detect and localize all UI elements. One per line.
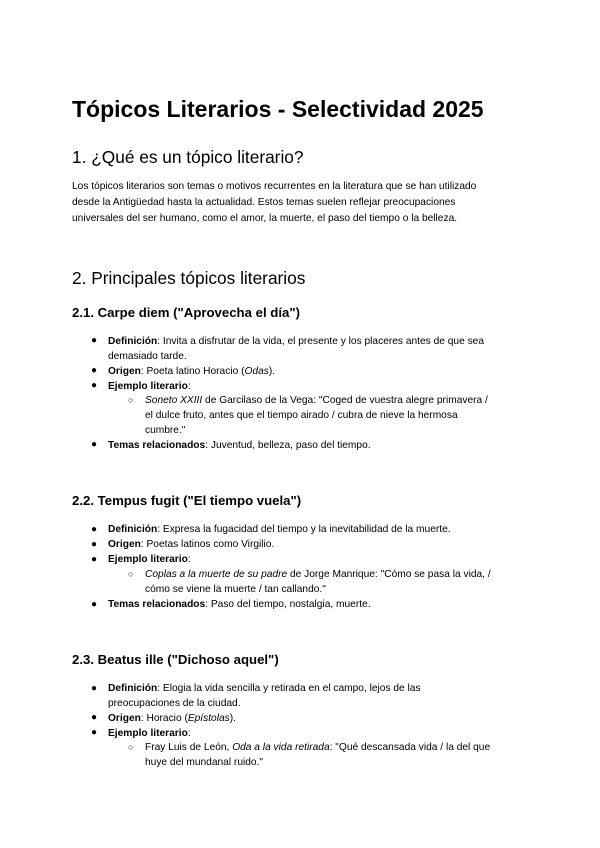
topic-1-heading: 2.1. Carpe diem ("Aprovecha el día")	[72, 305, 300, 320]
sublist-continuation: cómo se viene la muerte / tan callando."	[145, 584, 326, 595]
bullet-icon: ●	[91, 712, 98, 723]
document-title: Tópicos Literarios - Selectividad 2025	[72, 96, 484, 122]
label-definicion: Definición	[108, 683, 158, 694]
ejemplo-work: Coplas a la muerte de su padre	[145, 569, 288, 580]
list-item-origen	[108, 537, 274, 553]
paragraph-line: desde la Antigüedad hasta la actualidad. Estos temas suelen reflejar preocupaciones	[72, 197, 456, 208]
label-temas: Temas relacionados	[108, 440, 206, 451]
sublist-continuation: cumbre."	[145, 425, 186, 436]
label-origen: Origen	[108, 366, 141, 377]
bullet-icon: ●	[91, 727, 98, 738]
bullet-icon: ●	[91, 365, 98, 376]
bullet-icon: ●	[91, 539, 98, 550]
origen-text: : Horacio (	[140, 713, 188, 724]
label-ejemplo: Ejemplo literario	[108, 554, 188, 565]
ejemplo-work: Soneto XXIII	[145, 395, 203, 406]
temas-text: : Juventud, belleza, paso del tiempo.	[205, 440, 371, 451]
sublist-item-ejemplo	[145, 567, 491, 583]
topic-2-heading: 2.2. Tempus fugit ("El tiempo vuela")	[72, 493, 302, 508]
definicion-text: : Expresa la fugacidad del tiempo y la inevitabilidad de la muerte.	[157, 524, 451, 535]
colon: :	[187, 554, 191, 565]
origen-work: Odas	[244, 366, 269, 377]
label-ejemplo: Ejemplo literario	[108, 381, 188, 392]
label-definicion: Definición	[108, 336, 158, 347]
bullet-icon: ●	[91, 524, 98, 535]
label-ejemplo: Ejemplo literario	[108, 728, 188, 739]
list-item-temas	[108, 438, 371, 454]
ejemplo-quote: de Garcilaso de la Vega: "Coged de vuestra alegre primavera /	[202, 395, 488, 406]
origen-text-end: ).	[229, 713, 236, 724]
sublist-continuation: huye del mundanal ruido."	[145, 757, 264, 768]
temas-text: : Paso del tiempo, nostalgia, muerte.	[205, 599, 371, 610]
bullet-icon: ●	[91, 554, 98, 565]
paragraph-line: universales del ser humano, como el amor, la muerte, el paso del tiempo o la belleza.	[72, 213, 458, 224]
bullet-icon: ●	[91, 439, 98, 450]
hollow-bullet-icon: ○	[128, 742, 134, 752]
list-item-origen	[108, 364, 275, 380]
colon: :	[187, 381, 191, 392]
label-origen: Origen	[108, 539, 141, 550]
label-definicion: Definición	[108, 524, 158, 535]
topic-3-heading: 2.3. Beatus ille ("Dichoso aquel")	[72, 652, 279, 667]
hollow-bullet-icon: ○	[128, 395, 134, 405]
ejemplo-quote: : "Qué descansada vida / la del que	[329, 742, 491, 753]
colon: :	[187, 728, 191, 739]
bullet-icon: ●	[91, 683, 98, 694]
sublist-continuation: el dulce fruto, antes que el tiempo airado / cubra de nieve la hermosa	[145, 410, 458, 421]
list-item-continuation: preocupaciones de la ciudad.	[108, 698, 241, 709]
origen-text: : Poeta latino Horacio (	[140, 366, 245, 377]
list-item-definicion	[108, 522, 451, 538]
section-2-heading: 2. Principales tópicos literarios	[72, 268, 306, 288]
origen-text-end: ).	[268, 366, 276, 377]
hollow-bullet-icon: ○	[128, 569, 134, 579]
paragraph-line: Los tópicos literarios son temas o motivos recurrentes en la literatura que se han utilizado	[72, 181, 477, 192]
label-origen: Origen	[108, 713, 141, 724]
bullet-icon: ●	[91, 335, 98, 346]
definicion-text: : Elogia la vida sencilla y retirada en el campo, lejos de las	[157, 683, 421, 694]
ejemplo-work: Oda a la vida retirada	[232, 742, 330, 753]
ejemplo-quote: de Jorge Manrique: "Cómo se pasa la vida, /	[287, 569, 491, 580]
list-item-continuation: demasiado tarde.	[108, 351, 187, 362]
bullet-icon: ●	[91, 380, 98, 391]
definicion-text: : Invita a disfrutar de la vida, el presente y los placeres antes de que sea	[157, 336, 485, 347]
bullet-icon: ●	[91, 599, 98, 610]
label-temas: Temas relacionados	[108, 599, 206, 610]
list-item-temas	[108, 597, 371, 613]
origen-text: : Poetas latinos como Virgilio.	[140, 539, 275, 550]
list-item-ejemplo	[108, 552, 191, 568]
list-item-definicion	[108, 334, 484, 350]
sublist-item-ejemplo	[145, 393, 488, 409]
list-item-definicion	[108, 681, 421, 697]
sublist-item-ejemplo	[145, 740, 490, 756]
ejemplo-author: Fray Luis de León,	[145, 742, 233, 753]
origen-work: Epístolas	[187, 713, 230, 724]
list-item-origen	[108, 711, 236, 727]
section-1-heading: 1. ¿Qué es un tópico literario?	[72, 147, 304, 167]
